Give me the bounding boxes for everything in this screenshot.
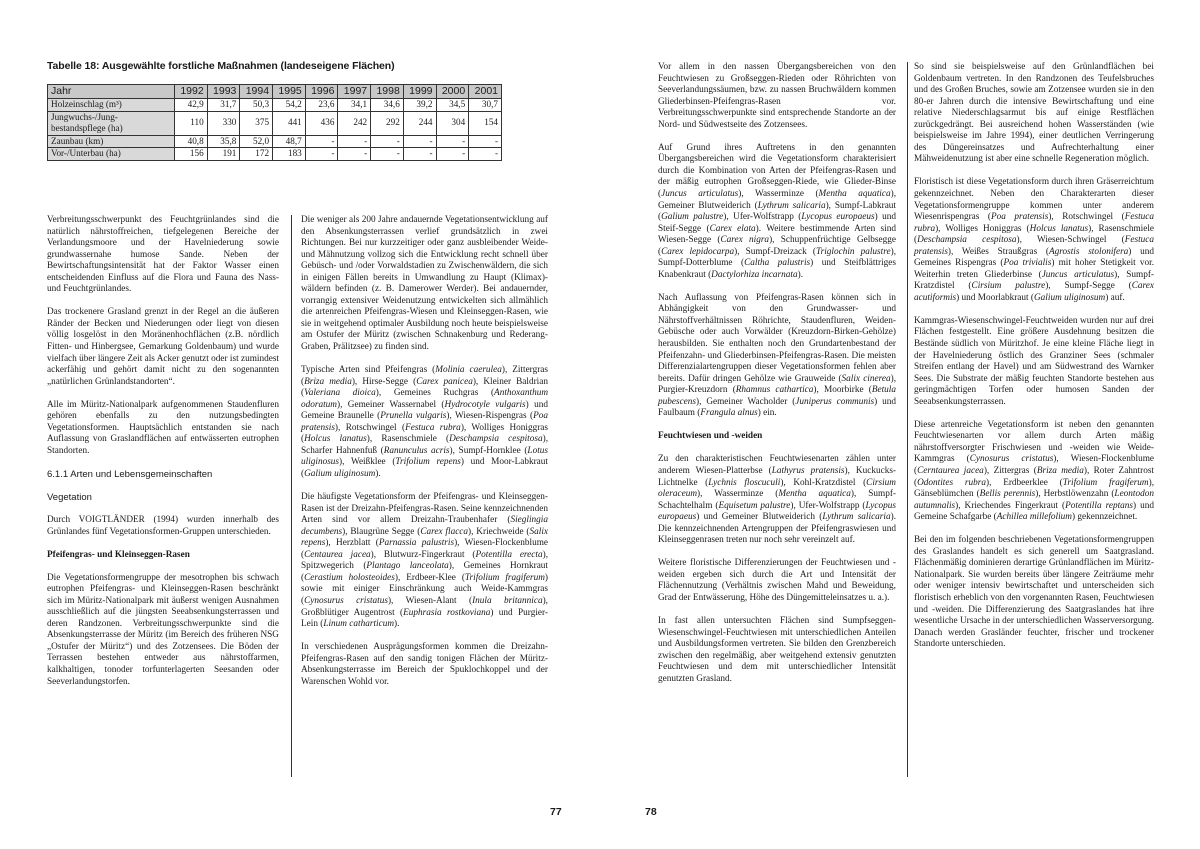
table-cell: - (403, 135, 436, 148)
table-cell: - (469, 148, 502, 161)
table-cell: - (338, 148, 371, 161)
table-cell: 50,3 (240, 99, 273, 112)
paragraph: Floristisch ist diese Vegetationsform durch ihren Gräserreichtum gekennzeichnet. Neben den Charakterarten dieser Vegetationsformengruppe kommen unter anderem Wiesenrispengras (Poa pratensis), Rotschwingel (Festuca rubra), Wolliges Honiggras (Holcus lanatus), Rasenschmiele (Deschampsia cespitosa), Wiesen-Schwingel (Festuca pratensis), Weißes Straußgras (Agrostis stolonifera) und Gemeines Rispengras (Poa trivialis) mit hoher Stetigkeit vor. Weiterhin treten Gliederbinse (Juncus articulatus), Sumpf-Kratzdistel (Cirsium palustre), Sumpf-Segge (Carex acutiformis) und Moorlabkraut (Galium uliginosum) auf. (914, 177, 1155, 303)
table-row (48, 135, 502, 148)
table-row (48, 99, 502, 112)
paragraph: Nach Auflassung von Pfeifengras-Rasen können sich in Abhängigkeit von den Grundwasser- und Nährstoffverhältnissen Röhrichte, Staudenfluren, Weiden-Gebüsche oder auch Vorwälder (Kreuzdorn-Birken-Gehölze) herausbilden. Sie enthalten noch den Grundartenbestand der Pfeifenzahn- und Gliederbinsen-Pfeifengras-Rasen. Die meisten Differenzialartengruppen dieser Vegetationsformen fehlen aber bereits. Dafür dringen Gehölze wie Grauweide (Salix cinerea), Purgier-Kreuzdorn (Rhamnus cathartica), Moorbirke (Betula pubescens), Gemeiner Wacholder (Juniperus communis) und Faulbaum (Frangula alnus) ein. (658, 292, 896, 419)
table-header-cell: 1999 (403, 85, 436, 99)
table-cell: 34,6 (371, 99, 404, 112)
paragraph: Alle im Müritz-Nationalpark aufgenommenen Staudenfluren gehören ebenfalls zu den nutzungsbedingten Vegetationsformen. Hauptsächlich entstanden sie nach Auflassung von Graslandflächen auf entwässerten eutrophen Standorten. (47, 399, 279, 456)
paragraph: Diese artenreiche Vegetationsform ist neben den genannten Feuchtwiesenarten vor allem durch Arten mäßig nährstoffversorgter Frischwiesen und -weiden wie Weide-Kammgras (Cynosurus cristatus), Wiesen-Flockenblume (Cerntaurea jacea), Zittergras (Briza media), Roter Zahntrost (Odontites rubra), Erdbeerklee (Trifolium fragiferum), Gänseblümchen (Bellis perennis), Herbstlöwenzahn (Leontodon autumnalis), Kriechendes Fingerkraut (Potentilla reptans) und Gemeine Schafgarbe (Achillea millefolium) gekennzeichnet. (914, 419, 1155, 523)
table-cell: 242 (338, 111, 371, 135)
table-header-cell: 1996 (305, 85, 338, 99)
table-cell: 54,2 (273, 99, 306, 112)
table-cell: 441 (273, 111, 306, 135)
page-number: 78 (645, 806, 657, 818)
column-rule (907, 62, 908, 777)
row-label: Vor-/Unterbau (ha) (48, 148, 175, 161)
paragraph: Bei den im folgenden beschriebenen Vegetationsformengruppen des Graslandes handelt es sich generell um Saatgrasland. Flächenmäßig dominieren derartige Grünlandflächen im Müritz-Nationalpark. Sie wurden bereits über längere Zeiträume mehr oder weniger intensiv bewirtschaftet und unterscheiden sich floristisch erheblich von den vorgenannten Rasen, Feuchtwiesen und -weiden. Die Differenzierung des Saatgraslandes hat ihre wesentliche Ursache in der unterschiedlichen Wasserversorgung. Danach werden Grasländer feuchter, frischer und trockener Standorte unterschieden. (914, 535, 1154, 650)
table-cell: 34,1 (338, 99, 371, 112)
table-header-cell: 1994 (240, 85, 273, 99)
right-column-2 (914, 62, 1154, 662)
column-rule (291, 215, 292, 777)
table-header-cell: 1997 (338, 85, 371, 99)
paragraph: In fast allen untersuchten Flächen sind Sumpfseggen-Wiesenschwingel-Feuchtwiesen mit unterschiedlichen Anteilen und Ausbildungsformen vertreten. Sie bilden den Grenzbereich zwischen den regelmäßig, aber weitgehend extensiv genutzten Feuchtwiesen und dem mit unterschiedlicher Intensität genutzten Grasland. (658, 615, 896, 684)
subheading: Feuchtwiesen und -weiden (658, 431, 763, 442)
table-cell: 292 (371, 111, 404, 135)
table-cell: 191 (207, 148, 240, 161)
table-cell: - (305, 148, 338, 161)
table-header-cell: 1993 (207, 85, 240, 99)
paragraph: Kammgras-Wiesenschwingel-Feuchtweiden wurden nur auf drei Flächen festgestellt. Eine größere Ausdehnung besitzen die Bestände südlich von Müritzhof. Je eine kleine Fläche liegt in der Havelniederung östlich des Granziner Sees (schmaler Streifen entlang der Havel) und am Südwestrand des Warnker Sees. Die Substrate der mäßig feuchten Standorte bestehen aus geringmächtigen Torfen oder humosen Sanden der Seeabsenkungsterrassen. (914, 315, 1154, 407)
table-cell: 154 (469, 111, 502, 135)
paragraph: Auf Grund ihres Auftretens in den genannten Übergangsbereichen wird die Vegetationsform charakterisiert durch die Kombination von Arten der Pfeifengras-Rasen und der mäßig eutrophen Großseggen-Riede, wie Glieder-Binse (Juncus articulatus), Wasserminze (Mentha aquatica), Gemeiner Blutweiderich (Lythrum salicaria), Sumpf-Labkraut (Galium palustre), Ufer-Wolfstrapp (Lycopus europaeus) und Steif-Segge (Carex elata). Weitere bestimmende Arten sind Wiesen-Segge (Carex nigra), Schuppenfrüchtige Gelbsegge (Carex lepidocarpa), Sumpf-Dreizack (Triglochin palustre), Sumpf-Dotterblume (Caltha palustris) und Steifblättriges Knabenkraut (Dactylorhiza incarnata). (658, 142, 897, 280)
table-cell: 183 (273, 148, 306, 161)
right-page (600, 0, 1200, 849)
table-header-cell: Jahr (48, 85, 175, 99)
right-column-1 (658, 62, 896, 697)
table-cell: 39,2 (403, 99, 436, 112)
subsection-heading: Vegetation (47, 491, 92, 503)
table-cell: 110 (175, 111, 208, 135)
table-header-cell: 1992 (175, 85, 208, 99)
table-cell: 330 (207, 111, 240, 135)
table-row (48, 148, 502, 161)
paragraph: Weitere floristische Differenzierungen der Feuchtwiesen und -weiden ergeben sich durch die Art und Intensität der Flächennutzung (Verhältnis zwischen Mahd und Beweidung, Grad der Entwässerung, Höhe des Düngemitteleinsatzes u. a.). (658, 558, 896, 603)
table-cell: 23,6 (305, 99, 338, 112)
table-cell: 30,7 (469, 99, 502, 112)
table-cell: - (371, 135, 404, 148)
paragraph: Die häufigste Vegetationsform der Pfeifengras- und Kleinseggen-Rasen ist der Dreizahn-Pfeifengras-Rasen. Seine kennzeichnenden Arten sind vor allem Dreizahn-Traubenhafer (Sieglingia decumbens), Blaugrüne Segge (Carex flacca), Kriechweide (Salix repens), Herzblatt (Parnassia palustris), Wiesen-Flockenblume (Centaurea jacea), Blutwurz-Fingerkraut (Potentilla erecta), Spitzwegerich (Plantago lanceolata), Gemeines Hornkraut (Cerastium holosteoides), Erdbeer-Klee (Trifolium fragiferum) sowie mit einiger Einschränkung auch Weide-Kammgras (Cynosurus cristatus), Wiesen-Alant (Inula britannica), Großblütiger Augentrost (Euphrasia rostkoviana) und Purgier-Lein (Linum catharticum). (301, 492, 548, 630)
table-cell: - (436, 135, 469, 148)
table-header-cell: 1998 (371, 85, 404, 99)
paragraph: In verschiedenen Ausprägungsformen kommen die Dreizahn-Pfeifengras-Rasen auf den sandig tonigen Flächen der Müritz-Absenkungsterrasse im Bereich der Spuklochkoppel und der Warenschen Wohld vor. (301, 642, 548, 687)
table-cell: - (371, 148, 404, 161)
table-cell: 42,9 (175, 99, 208, 112)
table-cell: - (403, 148, 436, 161)
row-label: Jungwuchs-/Jung- bestandspflege (ha) (48, 111, 175, 135)
paragraph: Die weniger als 200 Jahre andauernde Vegetationsentwicklung auf den Absenkungsterrassen verlief grundsätzlich in zwei Richtungen. Bei nur kurzzeitiger oder ganz ausbleibender Weide- und Mähnutzung vollzog sich die Entwicklung recht schnell über Gebüsch- und /oder Vorwaldstadien zu Zwischenwäldern, die sich in einigen Fällen bereits in Umwandlung zu Haupt (Klimax)- wäldern befinden (z. B. Damerower Werder). Bei andauernder, vorrangig extensiver Weidenutzung entwickelten sich allmählich die artenreichen Pfeifengras-Wiesen und Kleinseggen-Rasen, wie sie in weitgehend optimaler Ausbildung noch heute beispielsweise am Ostufer der Müritz (zwischen Schnakenburg und Rederang-Graben, Prälitzsee) zu finden sind. (301, 215, 548, 353)
paragraph: Vor allem in den nassen Übergangsbereichen von den Feuchtwiesen zu Großseggen-Rieden oder Röhrichten von Seeverlandungssäumen, bzw. zu nassen Bruchwäldern kommen Gliederbinsen-Pfeifengras-Rasen vor. Verbreitungsschwerpunkte sind entsprechende Standorte an der Nord- und Südwestseite des Zotzensees. (658, 62, 896, 130)
row-label: Zaunbau (km) (48, 135, 175, 148)
paragraph: Zu den charakteristischen Feuchtwiesenarten zählen unter anderem Wiesen-Platterbse (Lathyrus pratensis), Kuckucks-Lichtnelke (Lychnis floscuculi), Kohl-Kratzdistel (Cirsium oleraceum), Wasserminze (Mentha aquatica), Sumpf-Schachtelhalm (Equisetum palustre), Ufer-Wolfstrapp (Lycopus europaeus) und Gemeiner Blutweiderich (Lythrum salicaria). Die kennzeichnenden Artengruppen der Pfeifengraswiesen und Kleinseggenrasen treten nur noch sehr vereinzelt auf. (658, 454, 896, 546)
table-cell: - (305, 135, 338, 148)
table-header-cell: 2000 (436, 85, 469, 99)
table-cell: 35,8 (207, 135, 240, 148)
table-cell: 40,8 (175, 135, 208, 148)
table-cell: 436 (305, 111, 338, 135)
row-label: Holzeinschlag (m³) (48, 99, 175, 112)
paragraph: Das trockenere Grasland grenzt in der Regel an die äußeren Ränder der Becken und Niederungen oder liegt von diesen völlig losgelöst in den Moränenhochflächen (z.B. nördlich Fitten- und Hinbergsee, Gemarkung Goldenbaum) und wurde vielfach über längere Zeit als Acker genutzt oder ist zumindest ackerfähig und gehört damit nicht zu den sogenannten „natürlichen Grünlandstandorten“. (47, 307, 279, 387)
table-cell: 304 (436, 111, 469, 135)
table-header-row (48, 85, 502, 99)
section-heading: 6.1.1 Arten und Lebensgemeinschaften (47, 468, 213, 480)
table-header-cell: 1995 (273, 85, 306, 99)
table-header-cell: 2001 (469, 85, 502, 99)
table-cell: - (436, 148, 469, 161)
paragraph: Typische Arten sind Pfeifengras (Molinia caerulea), Zittergras (Briza media), Hirse-Segge (Carex panicea), Kleiner Baldrian (Valeriana dioica), Gemeines Ruchgras (Anthoxanthum odoratum), Gemeiner Wassernabel (Hydrocotyle vulgaris) und Gemeine Braunelle (Prunella vulgaris), Wiesen-Rispengras (Poa pratensis), Rotschwingel (Festuca rubra), Wolliges Honiggras (Holcus lanatus), Rasenschmiele (Deschampsia cespitosa), Scharfer Hahnenfuß (Ranunculus acris), Sumpf-Hornklee (Lotus uliginosus), Weißklee (Trifolium repens) und Moor-Labkraut (Galium uliginosum). (301, 365, 549, 479)
left-column-2 (301, 215, 548, 700)
table-cell: 34,5 (436, 99, 469, 112)
table-cell: 172 (240, 148, 273, 161)
table-row (48, 111, 502, 135)
table-cell: - (338, 135, 371, 148)
page-number: 77 (550, 806, 562, 818)
table-cell: 48,7 (273, 135, 306, 148)
table-cell: 375 (240, 111, 273, 135)
table-cell: 244 (403, 111, 436, 135)
table-cell: - (469, 135, 502, 148)
paragraph: Die Vegetationsformengruppe der mesotrophen bis schwach eutrophen Pfeifengras- und Kleinseggen-Rasen beschränkt sich im Müritz-Nationalpark mit äußerst wenigen Ausnahmen ausschließlich auf die jüngsten Seeabsenkungsterrassen und deren Randzonen. Verbreitungsschwerpunkte sind die Absenkungsterrasse der Müritz (im Bereich des früheren NSG „Ostufer der Müritz“) und des Zotzensees. Die Böden der Terrassen bestehen entweder aus nährstoffarmen, kalkhaltigen, tonoder torfunterlagerten Seesanden oder Seeverlandungstorfen. (47, 572, 279, 687)
subheading: Pfeifengras- und Kleinseggen-Rasen (47, 549, 190, 560)
forestry-table (47, 84, 502, 161)
paragraph: Durch VOIGTLÄNDER (1994) wurden innerhalb des Grünlandes fünf Vegetationsformen-Gruppen unterschieden. (47, 514, 279, 537)
left-column-1 (47, 215, 279, 700)
table-caption: Tabelle 18: Ausgewählte forstliche Maßnahmen (landeseigene Flächen) (47, 60, 395, 72)
paragraph: Verbreitungsschwerpunkt des Feuchtgrünlandes sind die natürlich nährstoffreichen, tiefgelegenen Bereiche der Verlandungsmoore und der Havelniederung sowie grundwassernahe humose Sande. Neben der Bewirtschaftungsintensität hat der Faktor Wasser einen entscheidenden Einfluss auf die Flora und Fauna des Nass- und Feuchtgrünlandes. (47, 215, 279, 295)
table-cell: 156 (175, 148, 208, 161)
table-cell: 52,0 (240, 135, 273, 148)
paragraph: So sind sie beispielsweise auf den Grünlandflächen bei Goldenbaum vertreten. In den Randzonen des Teufelsbruches und des Großen Bruches, sowie am Zotzensee wurden sie in den 80-er Jahren durch die intensive Bewirtschaftung und eine relative Niederschlagsarmut bis auf einige Restflächen zurückgedrängt. Bei ausreichend hohen Wasserständen (wie beispielsweise im Jahre 1994), einer deutlichen Verringerung des Düngereinsatzes und Aufrechterhaltung einer Mähweidenutzung ist aber eine schnelle Regeneration möglich. (914, 62, 1154, 165)
table-cell: 31,7 (207, 99, 240, 112)
